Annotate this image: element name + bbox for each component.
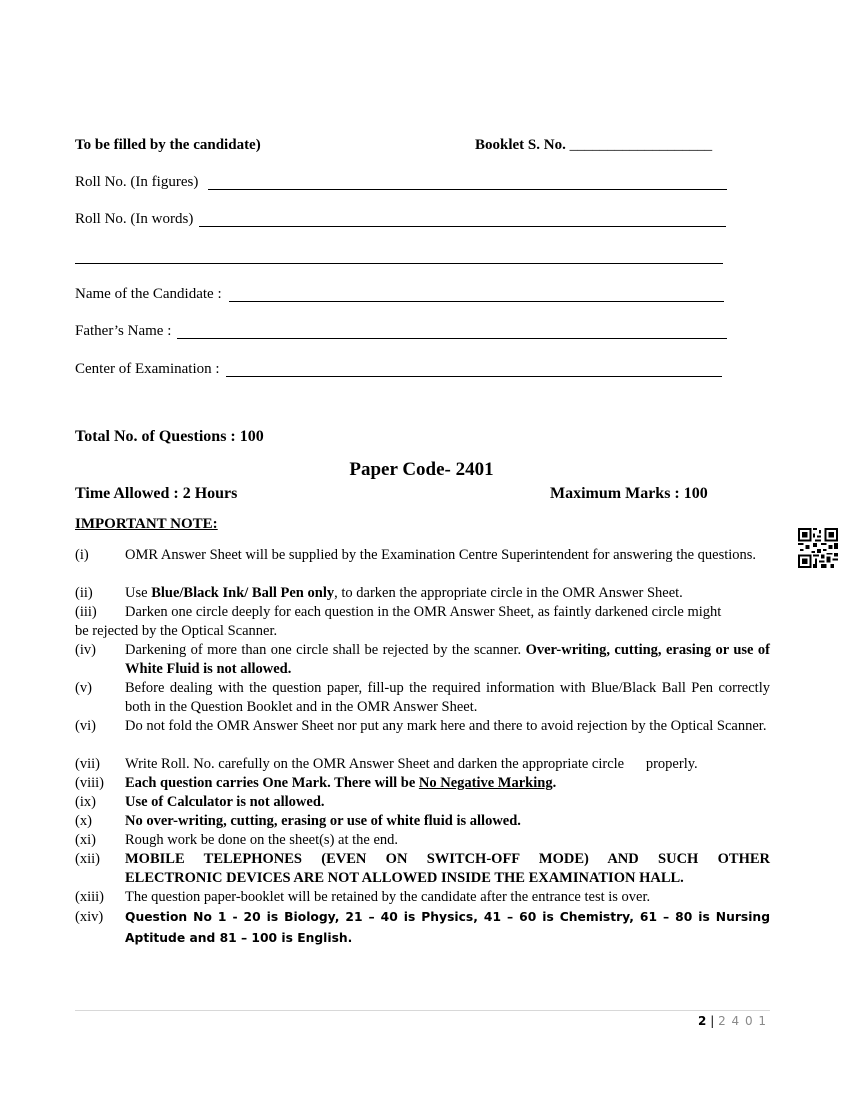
note-number: (i) xyxy=(75,547,89,563)
note-text: Do not fold the OMR Answer Sheet nor put any mark here and there to avoid rejection by the Optical Scanner. xyxy=(125,718,767,734)
note-number: (xiv) xyxy=(75,909,104,925)
note-item xyxy=(75,717,770,736)
roll-words-field-continued[interactable] xyxy=(75,263,723,264)
note-number: (x) xyxy=(75,813,92,829)
roll-words-label: Roll No. (In words) xyxy=(75,211,194,227)
note-text: Darkening of more than one circle shall be rejected by the scanner. Over-writing, cutting, erasing or use of White Fluid is not allowed. xyxy=(125,642,770,677)
note-number: (vi) xyxy=(75,718,96,734)
note-item xyxy=(75,812,770,831)
note-text: No over-writing, cutting, erasing or use of white fluid is allowed. xyxy=(125,813,521,829)
note-text: MOBILE TELEPHONES (EVEN ON SWITCH-OFF MODE) AND SUCH OTHER xyxy=(125,851,770,867)
note-number: (v) xyxy=(75,680,92,696)
note-number: (ii) xyxy=(75,585,93,601)
page-footer xyxy=(698,1014,767,1028)
note-item xyxy=(75,793,770,812)
note-number: (xi) xyxy=(75,832,96,848)
roll-figures-label: Roll No. (In figures) xyxy=(75,174,199,190)
qr-code-icon xyxy=(798,528,838,568)
footer-divider xyxy=(75,1010,770,1011)
note-text: Rough work be done on the sheet(s) at the end. xyxy=(125,832,399,848)
important-note-heading: IMPORTANT NOTE: xyxy=(75,516,218,532)
note-text: Write Roll. No. carefully on the OMR Answer Sheet and darken the appropriate circle properly. xyxy=(125,756,698,772)
note-number: (iv) xyxy=(75,642,96,658)
page-number: 2 xyxy=(698,1014,707,1028)
father-name-label: Father’s Name : xyxy=(75,323,172,339)
note-item xyxy=(75,546,770,565)
note-item xyxy=(75,850,770,888)
footer-separator: | xyxy=(710,1014,715,1028)
note-item xyxy=(75,888,770,907)
note-text: The question paper-booklet will be retained by the candidate after the entrance test is over. xyxy=(125,889,651,905)
note-text: OMR Answer Sheet will be supplied by the Examination Centre Superintendent for answering the questions. xyxy=(125,547,757,563)
note-text: Darken one circle deeply for each question in the OMR Answer Sheet, as faintly darkened circle might xyxy=(125,604,722,620)
note-number: (vii) xyxy=(75,756,100,772)
note-number: (ix) xyxy=(75,794,96,810)
note-text: Each question carries One Mark. There will be No Negative Marking. xyxy=(125,775,557,791)
note-text: Use of Calculator is not allowed. xyxy=(125,794,325,810)
note-text: Use Blue/Black Ink/ Ball Pen only, to darken the appropriate circle in the OMR Answer Sheet. xyxy=(125,585,683,601)
paper-code: Paper Code- 2401 xyxy=(349,459,494,480)
maximum-marks: Maximum Marks : 100 xyxy=(550,485,708,502)
note-item xyxy=(75,755,770,774)
note-text: Before dealing with the question paper, fill-up the required information with Blue/Black Ball Pen correctly both in the Question Booklet and in the OMR Answer Sheet. xyxy=(125,680,770,715)
booklet-blank: ___________________ xyxy=(569,137,713,153)
exam-center-field[interactable] xyxy=(226,376,722,377)
note-item xyxy=(75,907,770,949)
note-number: (iii) xyxy=(75,604,97,620)
note-text-continued: ELECTRONIC DEVICES ARE NOT ALLOWED INSIDE THE EXAMINATION HALL. xyxy=(125,870,684,886)
fill-label: To be filled by the candidate) xyxy=(75,137,261,153)
note-text: Question No 1 - 20 is Biology, 21 – 40 is Physics, 41 – 60 is Chemistry, 61 – 80 is Nursing Aptitude and 81 – 100 is English. xyxy=(125,910,770,945)
time-allowed: Time Allowed : 2 Hours xyxy=(75,485,238,502)
total-questions: Total No. of Questions : 100 xyxy=(75,428,264,445)
note-item xyxy=(75,774,770,793)
roll-figures-field[interactable] xyxy=(208,189,727,190)
father-name-field[interactable] xyxy=(177,338,727,339)
note-number: (xii) xyxy=(75,851,100,867)
exam-center-label: Center of Examination : xyxy=(75,361,220,377)
roll-words-field[interactable] xyxy=(199,226,726,227)
booklet-label: Booklet S. No. xyxy=(475,137,566,153)
note-item xyxy=(75,584,770,603)
note-number: (viii) xyxy=(75,775,104,791)
note-number: (xiii) xyxy=(75,889,104,905)
note-item xyxy=(75,831,770,850)
note-item xyxy=(75,641,770,679)
candidate-name-field[interactable] xyxy=(229,301,724,302)
note-item xyxy=(75,603,770,641)
candidate-name-label: Name of the Candidate : xyxy=(75,286,222,302)
footer-paper-code: 2 4 0 1 xyxy=(718,1014,768,1028)
note-item xyxy=(75,679,770,717)
note-text-continued: be rejected by the Optical Scanner. xyxy=(75,623,278,639)
booklet-serial-field[interactable] xyxy=(475,137,712,154)
